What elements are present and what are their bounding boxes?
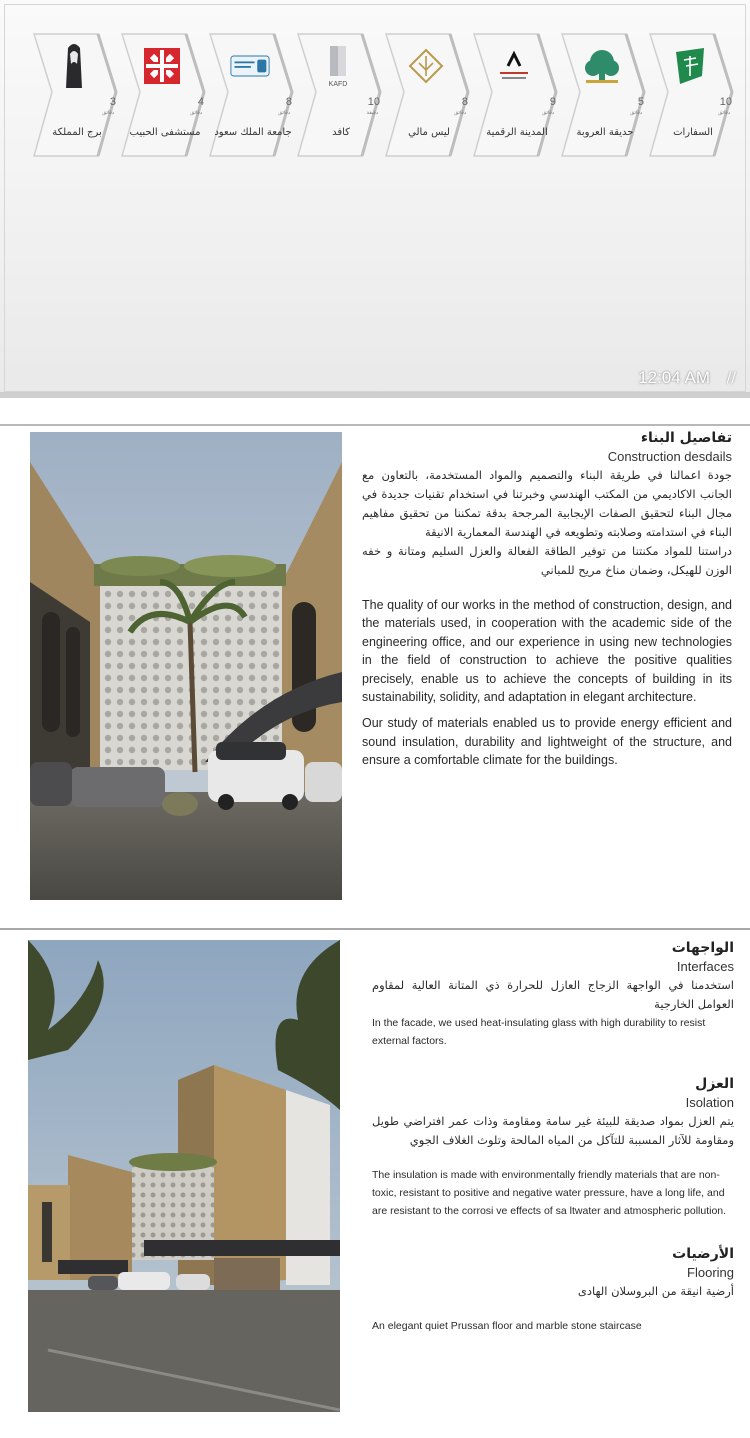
minutes-value: 10 — [719, 96, 732, 108]
minutes-value: 4 — [197, 96, 204, 108]
minutes-unit: دقائق — [102, 110, 114, 116]
building-courtyard-render — [30, 432, 342, 900]
kafd-logo-icon — [318, 44, 358, 88]
message-timestamp: 12:04 AM — [638, 368, 710, 387]
flooring-en-text: An elegant quiet Prussan floor and marble stone staircase — [372, 1320, 642, 1332]
kingdom-tower-icon — [54, 44, 94, 88]
isolation-en-text: The insulation is made with environmentally friendly materials that are non-toxic, resistant to positive and negative water pressure, have a long life, and are resistant to the corrosi ve effects of sa ltwater and atmospheric pollution. — [372, 1169, 727, 1217]
location-name: المدينة الرقمية — [486, 127, 548, 138]
flooring-ar-text: أرضية انيقة من البروسلان الهادى — [577, 1284, 734, 1298]
location-item — [120, 30, 208, 160]
minutes-value: 8 — [461, 96, 468, 108]
isolation-ar-title: العزل — [695, 1076, 734, 1092]
flooring-en-title: Flooring — [687, 1265, 734, 1280]
construction-details-ar-para-1: جودة اعمالنا في طريقة البناء والتصميم والمواد المستخدمة، بالتعاون مع الجانب الاكاديمي من المكتب الهندسي وخبرتنا في استخدام تقنيات جديدة في مجال البناء لتحقيق الصفات الإيجابية المرجحة بدقة تمكننا من تحقيق مفاهيم البناء في استدامته وصلابته وتطويعه في الهندسة المعمارية الانيقة — [362, 468, 732, 539]
minutes-value: 3 — [109, 96, 116, 108]
interfaces-en-text: In the facade, we used heat-insulating glass with high durability to resist external factors. — [372, 1017, 706, 1047]
minutes-unit: دقائق — [190, 110, 202, 116]
page-separator — [0, 404, 750, 424]
minutes-unit: دقائق — [718, 110, 730, 116]
construction-details-text — [362, 428, 732, 770]
construction-details-en-title: Construction desdails — [607, 449, 732, 464]
interfaces-en-title: Interfaces — [676, 959, 734, 974]
minutes-unit: دقيقة — [366, 110, 378, 116]
minutes-unit: دقائق — [630, 110, 642, 116]
minutes-value: 5 — [637, 96, 644, 108]
tree-park-icon — [582, 44, 622, 88]
interfaces-ar-text: استخدمنا في الواجهة الزجاج العازل للحرارة ذي المتانة العالية لمقاوم العوامل الخارجية — [372, 978, 734, 1011]
isolation-ar-text: يتم العزل بمواد صديقة للبيئة غير سامة ومقاومة وذات عمر افتراضي طويل ومقاومة للآثار المسببة للتآكل من المياه المالحة وتلوث الغلاف الجوي — [372, 1114, 734, 1147]
location-name: جامعة الملك سعود — [214, 127, 292, 138]
minutes-unit: دقائق — [542, 110, 554, 116]
minutes-unit: دقائق — [278, 110, 290, 116]
read-ticks-icon: // — [726, 370, 736, 386]
minutes-value: 8 — [285, 96, 292, 108]
facade-insulation-flooring-text — [372, 938, 734, 1335]
isolation-en-title: Isolation — [685, 1095, 734, 1110]
location-name: مستشفى الحبيب — [129, 127, 201, 138]
location-name: برج المملكة — [52, 127, 102, 138]
minutes-value: 9 — [549, 96, 556, 108]
location-strip-screenshot — [0, 0, 750, 398]
construction-details-en-para-2: Our study of materials enabled us to provide energy efficient and sound insulation, durability and lightweight of the structure, and ensure a comfortable climate for the buildings. — [362, 716, 732, 768]
construction-details-page — [0, 424, 750, 924]
location-item — [384, 30, 472, 160]
construction-details-en-para-1: The quality of our works in the method of construction, design, and the materials used, in cooperation with the academic side of the engineering office, and our experience in using new technologies in the field of construction to achieve the positive qualities precisely, enable us to achieve the concepts of building in its sustainability, solidity, and adaptation in elegant architecture. — [362, 598, 732, 705]
flooring-ar-title: الأرضيات — [672, 1246, 734, 1262]
construction-details-ar-para-2: دراستنا للمواد مكنتنا من توفير الطاقة الفعالة والعزل السليم ومتانة و خفه الوزن للهيكل، وضمان مناخ مريح للمباني — [362, 544, 732, 577]
diamond-leaf-logo-icon — [406, 44, 446, 88]
location-item — [648, 30, 736, 160]
location-name: حديقة العروبة — [576, 127, 634, 138]
location-name: ليس مالي — [408, 127, 450, 138]
facade-insulation-flooring-page — [0, 928, 750, 1438]
hospital-cross-icon — [142, 44, 182, 88]
construction-details-ar-title: تفاصيل البناء — [640, 430, 732, 446]
location-item — [32, 30, 120, 160]
location-name: كافد — [332, 127, 350, 138]
location-name: السفارات — [673, 127, 713, 138]
interfaces-ar-title: الواجهات — [671, 940, 734, 956]
location-item — [472, 30, 560, 160]
building-exterior-render — [28, 940, 340, 1412]
minutes-value: 10 — [367, 96, 380, 108]
digital-city-logo-icon — [494, 44, 534, 88]
minutes-unit: دقائق — [454, 110, 466, 116]
location-item — [296, 30, 384, 160]
saudi-emblem-icon — [670, 44, 710, 88]
svg-text:KAFD: KAFD — [328, 81, 348, 88]
location-item — [560, 30, 648, 160]
university-logo-icon — [230, 44, 270, 88]
location-item — [208, 30, 296, 160]
location-chevron-row — [24, 30, 736, 170]
